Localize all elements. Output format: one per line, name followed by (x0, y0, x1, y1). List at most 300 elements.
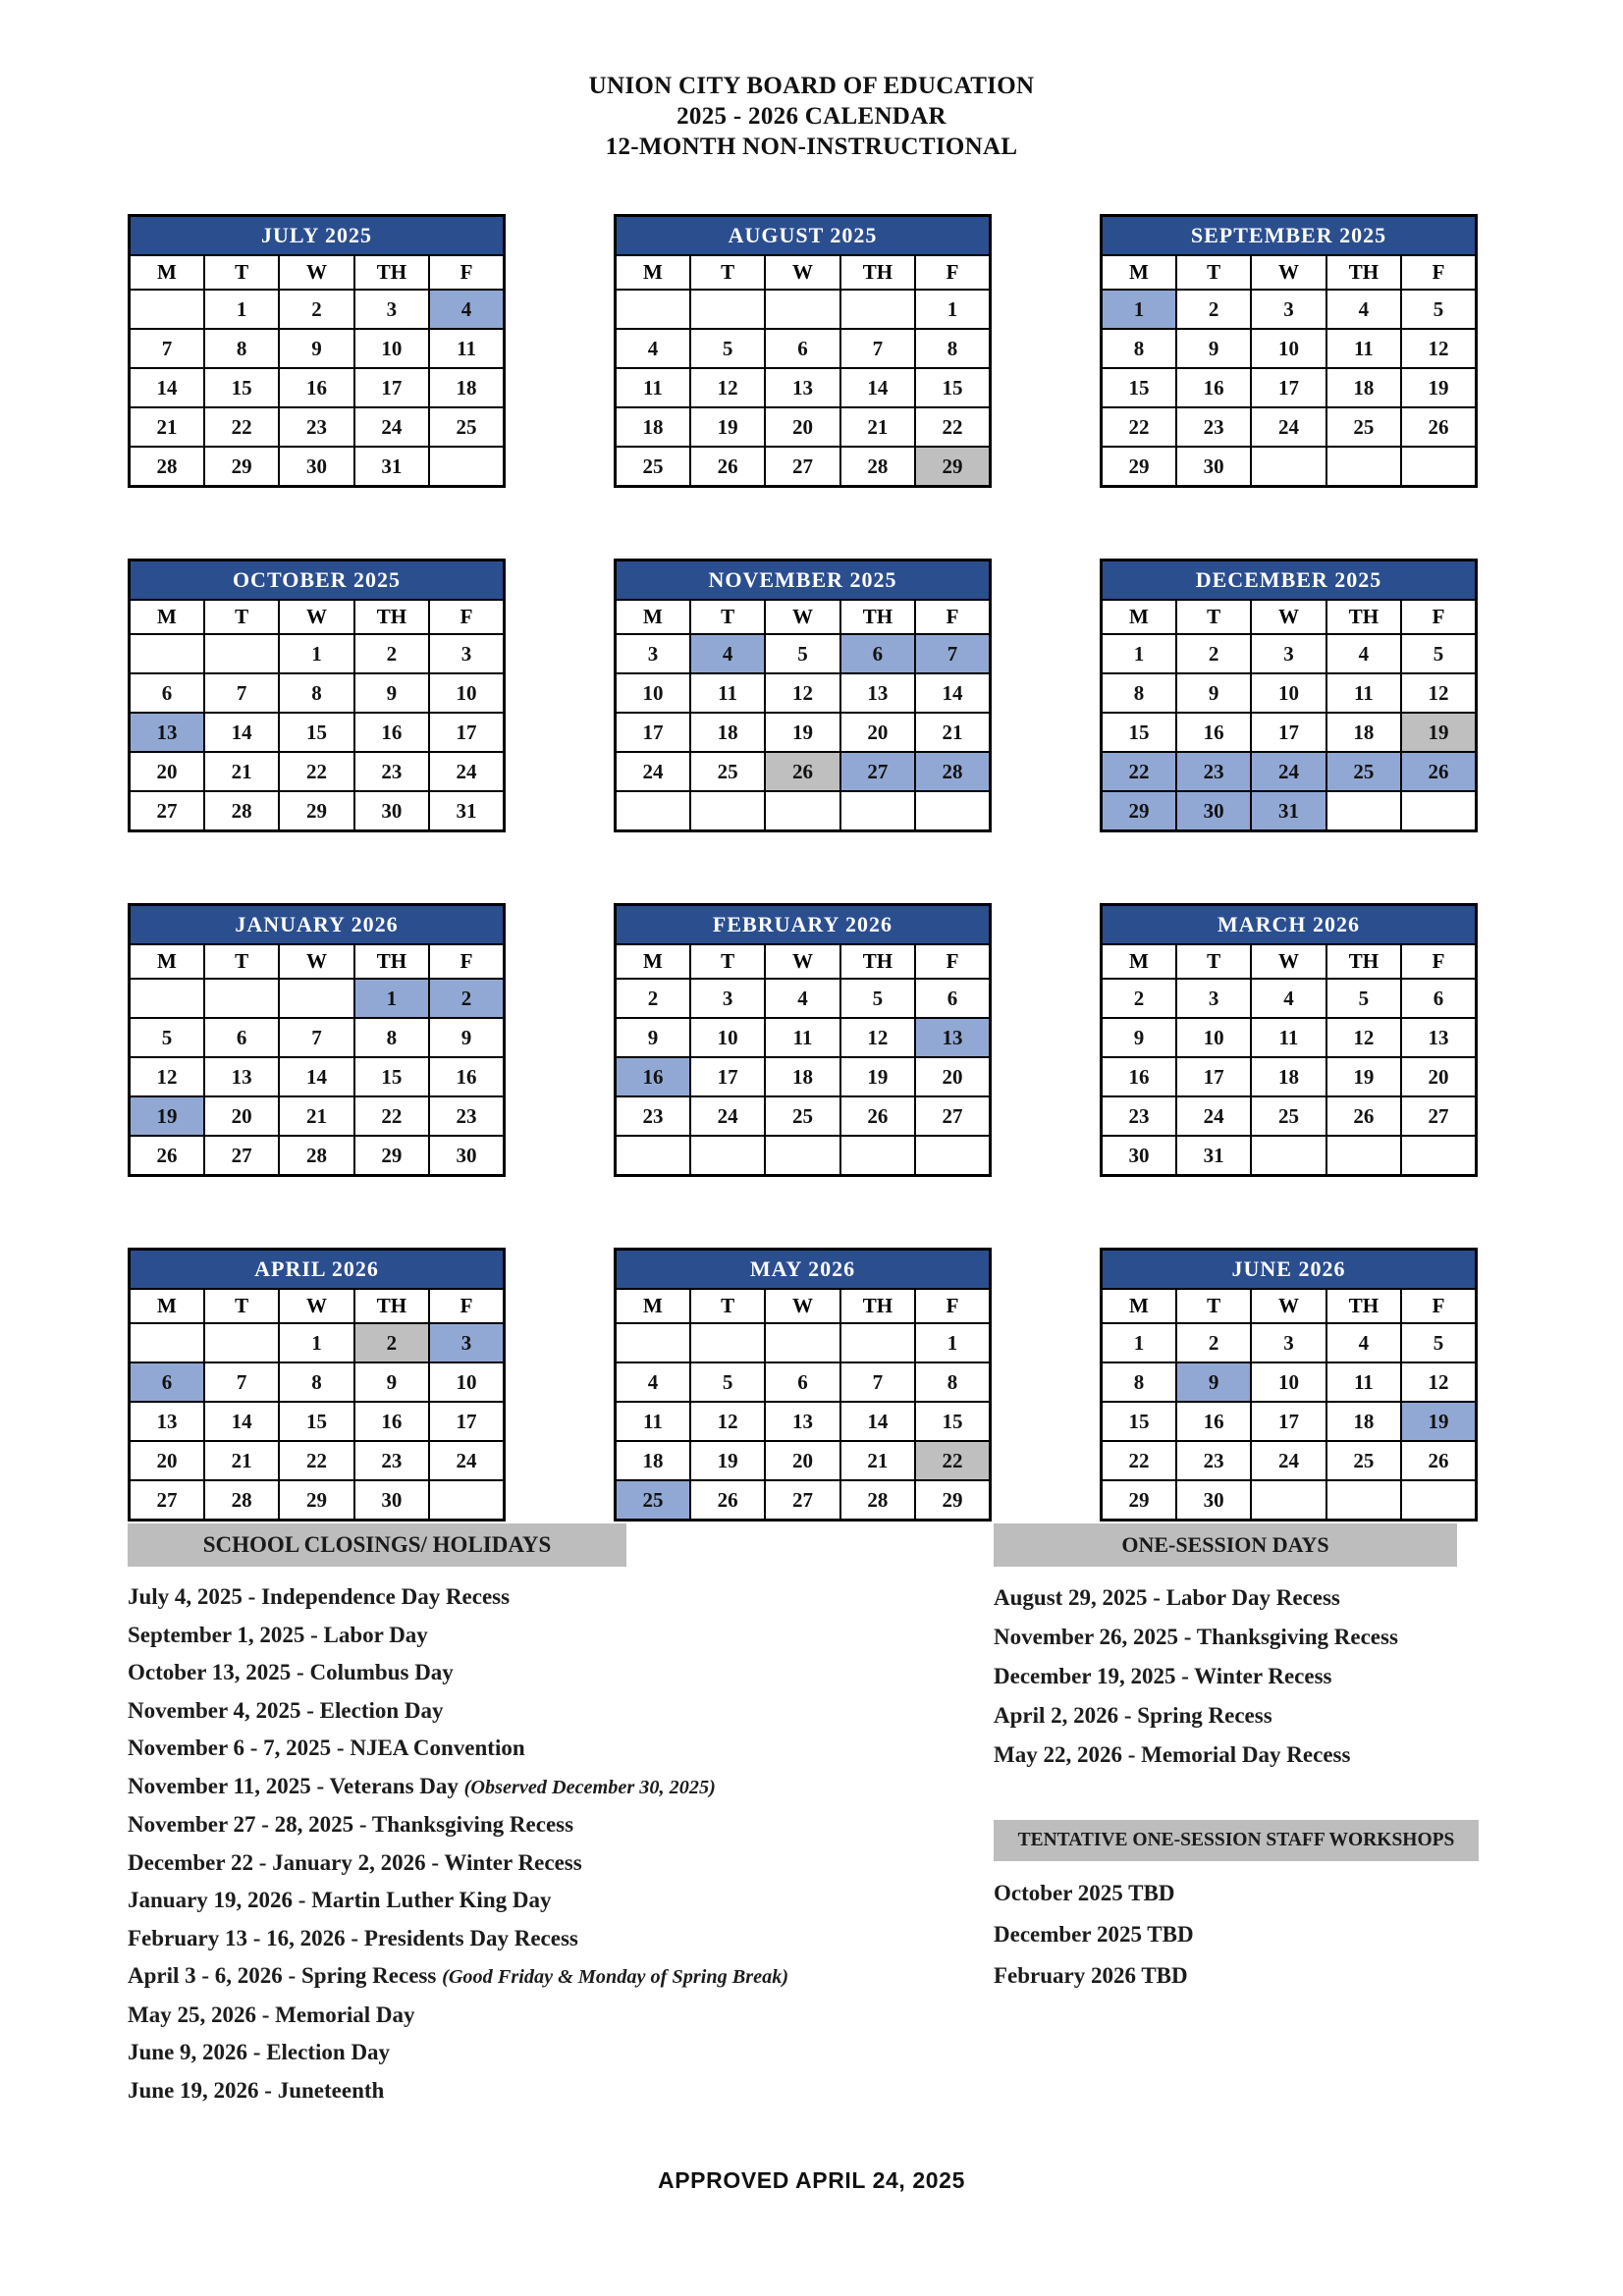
date-cell: 16 (1102, 1057, 1176, 1096)
date-cell: 10 (690, 1018, 765, 1057)
date-cell: 25 (1326, 1441, 1401, 1480)
month-calendar-february-2026 (614, 903, 992, 1177)
date-cell: 17 (1176, 1057, 1251, 1096)
date-cell: 28 (204, 791, 279, 831)
day-header: F (1401, 944, 1476, 979)
date-cell: 2 (279, 290, 353, 329)
date-cell: 1 (1102, 290, 1176, 329)
date-cell (130, 979, 204, 1018)
holiday-item: November 11, 2025 - Veterans Day (Observed December 30, 2025) (128, 1773, 716, 1798)
date-cell: 12 (1401, 673, 1476, 713)
date-cell: 9 (1176, 329, 1251, 368)
date-cell: 19 (1401, 368, 1476, 407)
date-cell: 2 (616, 979, 690, 1018)
date-cell: 14 (130, 368, 204, 407)
date-cell (690, 290, 765, 329)
date-cell: 10 (429, 673, 504, 713)
date-cell: 7 (130, 329, 204, 368)
date-cell: 11 (765, 1018, 839, 1057)
date-cell: 19 (690, 407, 765, 447)
date-cell: 14 (840, 368, 915, 407)
month-title: JUNE 2026 (1102, 1250, 1477, 1290)
date-cell: 7 (840, 1362, 915, 1402)
date-cell: 3 (354, 290, 429, 329)
date-cell: 12 (840, 1018, 915, 1057)
date-cell (690, 1323, 765, 1362)
day-header: F (429, 1289, 504, 1323)
date-cell: 28 (204, 1480, 279, 1521)
date-cell: 12 (690, 368, 765, 407)
month-calendar-july-2025 (128, 214, 506, 488)
date-cell: 1 (915, 290, 990, 329)
date-cell: 23 (1102, 1096, 1176, 1136)
date-cell: 11 (616, 368, 690, 407)
date-cell: 26 (1401, 407, 1476, 447)
date-cell: 17 (354, 368, 429, 407)
holiday-item-note: (Good Friday & Monday of Spring Break) (442, 1966, 789, 1988)
date-cell: 29 (279, 791, 353, 831)
date-cell: 15 (204, 368, 279, 407)
date-cell (1401, 447, 1476, 487)
date-cell: 26 (690, 1480, 765, 1521)
date-cell: 13 (765, 368, 839, 407)
date-cell: 12 (1401, 1362, 1476, 1402)
date-cell (1251, 447, 1325, 487)
date-cell: 27 (840, 752, 915, 791)
date-cell: 16 (616, 1057, 690, 1096)
holiday-item: October 13, 2025 - Columbus Day (128, 1660, 454, 1684)
date-cell: 4 (1326, 1323, 1401, 1362)
date-cell: 20 (765, 1441, 839, 1480)
date-cell: 10 (354, 329, 429, 368)
month-calendar-october-2025 (128, 559, 506, 832)
date-cell (1326, 447, 1401, 487)
date-cell (765, 290, 839, 329)
date-cell: 18 (1326, 368, 1401, 407)
month-calendar-december-2025 (1100, 559, 1478, 832)
date-cell: 11 (1251, 1018, 1325, 1057)
month-calendar-november-2025 (614, 559, 992, 832)
date-cell: 4 (765, 979, 839, 1018)
date-cell: 23 (429, 1096, 504, 1136)
date-cell: 3 (1251, 290, 1325, 329)
date-cell: 11 (1326, 1362, 1401, 1402)
day-header: M (616, 600, 690, 634)
day-header: F (915, 944, 990, 979)
date-cell: 26 (840, 1096, 915, 1136)
date-cell: 18 (690, 713, 765, 752)
day-header: F (1401, 600, 1476, 634)
date-cell: 3 (1176, 979, 1251, 1018)
date-cell: 1 (915, 1323, 990, 1362)
holiday-item: June 19, 2026 - Juneteenth (128, 2077, 385, 2103)
date-cell: 20 (204, 1096, 279, 1136)
date-cell: 14 (279, 1057, 353, 1096)
date-cell: 15 (915, 368, 990, 407)
date-cell: 3 (1251, 1323, 1325, 1362)
date-cell: 9 (616, 1018, 690, 1057)
date-cell: 8 (279, 673, 353, 713)
day-header: TH (1326, 944, 1401, 979)
date-cell: 21 (840, 1441, 915, 1480)
date-cell: 13 (840, 673, 915, 713)
date-cell: 5 (1401, 634, 1476, 673)
date-cell: 22 (279, 1441, 353, 1480)
day-header: M (1102, 1289, 1176, 1323)
date-cell: 22 (915, 1441, 990, 1480)
right-column (994, 1523, 1563, 1997)
date-cell: 25 (690, 752, 765, 791)
date-cell: 21 (204, 1441, 279, 1480)
day-header: T (1176, 600, 1251, 634)
date-cell: 6 (915, 979, 990, 1018)
date-cell: 18 (765, 1057, 839, 1096)
date-cell: 9 (279, 329, 353, 368)
day-header: TH (1326, 1289, 1401, 1323)
date-cell: 31 (1176, 1136, 1251, 1176)
date-cell (616, 1136, 690, 1176)
date-cell: 16 (1176, 713, 1251, 752)
date-cell (765, 1136, 839, 1176)
date-cell: 31 (1251, 791, 1325, 831)
day-header: W (1251, 1289, 1325, 1323)
date-cell: 11 (690, 673, 765, 713)
day-header: TH (1326, 255, 1401, 290)
date-cell: 12 (690, 1402, 765, 1441)
workshops-header: TENTATIVE ONE-SESSION STAFF WORKSHOPS (994, 1820, 1479, 1861)
date-cell: 25 (1326, 407, 1401, 447)
holiday-item: November 6 - 7, 2025 - NJEA Convention (128, 1735, 525, 1760)
date-cell: 22 (204, 407, 279, 447)
day-header: W (1251, 944, 1325, 979)
date-cell: 9 (354, 673, 429, 713)
date-cell: 5 (1401, 290, 1476, 329)
holiday-item: November 27 - 28, 2025 - Thanksgiving Recess (128, 1812, 574, 1837)
date-cell: 5 (765, 634, 839, 673)
day-header: F (915, 600, 990, 634)
date-cell (1326, 791, 1401, 831)
day-header: M (616, 1289, 690, 1323)
date-cell: 16 (429, 1057, 504, 1096)
date-cell: 15 (1102, 368, 1176, 407)
one-session-item: August 29, 2025 - Labor Day Recess (994, 1585, 1340, 1610)
holiday-item: June 9, 2026 - Election Day (128, 2040, 391, 2064)
date-cell (840, 1136, 915, 1176)
date-cell (915, 1136, 990, 1176)
date-cell (429, 447, 504, 487)
date-cell: 18 (429, 368, 504, 407)
month-title: NOVEMBER 2025 (616, 561, 991, 601)
date-cell: 18 (616, 407, 690, 447)
date-cell: 22 (1102, 752, 1176, 791)
date-cell: 1 (1102, 1323, 1176, 1362)
date-cell: 16 (1176, 1402, 1251, 1441)
day-header: F (1401, 1289, 1476, 1323)
date-cell: 13 (915, 1018, 990, 1057)
date-cell: 30 (1176, 791, 1251, 831)
date-cell: 17 (429, 1402, 504, 1441)
holiday-item: April 3 - 6, 2026 - Spring Recess (Good Friday & Monday of Spring Break) (128, 1963, 789, 1988)
date-cell: 27 (765, 447, 839, 487)
date-cell: 7 (279, 1018, 353, 1057)
date-cell: 11 (616, 1402, 690, 1441)
date-cell: 20 (765, 407, 839, 447)
date-cell: 5 (1326, 979, 1401, 1018)
approved-footer: APPROVED APRIL 24, 2025 (658, 2167, 965, 2193)
date-cell (840, 1323, 915, 1362)
date-cell: 16 (354, 713, 429, 752)
date-cell (840, 290, 915, 329)
date-cell: 8 (1102, 1362, 1176, 1402)
day-header: W (765, 255, 839, 290)
date-cell: 23 (1176, 1441, 1251, 1480)
date-cell: 12 (1401, 329, 1476, 368)
date-cell: 19 (1326, 1057, 1401, 1096)
date-cell: 12 (1326, 1018, 1401, 1057)
date-cell: 2 (354, 634, 429, 673)
date-cell: 24 (354, 407, 429, 447)
date-cell: 9 (354, 1362, 429, 1402)
date-cell: 29 (204, 447, 279, 487)
school-closings-header: SCHOOL CLOSINGS/ HOLIDAYS (128, 1523, 626, 1567)
date-cell: 19 (130, 1096, 204, 1136)
date-cell: 11 (1326, 329, 1401, 368)
months-grid (128, 214, 1478, 1522)
date-cell: 2 (354, 1323, 429, 1362)
one-session-item: May 22, 2026 - Memorial Day Recess (994, 1742, 1351, 1767)
day-header: T (1176, 944, 1251, 979)
holiday-item: July 4, 2025 - Independence Day Recess (128, 1584, 511, 1609)
day-header: T (204, 255, 279, 290)
date-cell: 8 (915, 1362, 990, 1402)
date-cell: 26 (1401, 752, 1476, 791)
date-cell: 10 (1251, 673, 1325, 713)
day-header: F (915, 255, 990, 290)
date-cell: 13 (130, 1402, 204, 1441)
date-cell: 20 (840, 713, 915, 752)
date-cell: 14 (204, 1402, 279, 1441)
date-cell: 24 (429, 752, 504, 791)
date-cell: 30 (1102, 1136, 1176, 1176)
date-cell: 12 (765, 673, 839, 713)
date-cell: 5 (690, 329, 765, 368)
holiday-item: February 13 - 16, 2026 - Presidents Day Recess (128, 1925, 578, 1950)
date-cell (915, 791, 990, 831)
date-cell (204, 979, 279, 1018)
workshops-list (994, 1873, 1563, 1997)
day-header: T (1176, 255, 1251, 290)
date-cell: 8 (279, 1362, 353, 1402)
date-cell: 23 (279, 407, 353, 447)
date-cell: 28 (279, 1136, 353, 1176)
date-cell: 24 (690, 1096, 765, 1136)
day-header: W (279, 600, 353, 634)
date-cell: 6 (1401, 979, 1476, 1018)
day-header: T (204, 944, 279, 979)
date-cell: 28 (915, 752, 990, 791)
date-cell (690, 1136, 765, 1176)
date-cell: 22 (279, 752, 353, 791)
date-cell: 21 (279, 1096, 353, 1136)
date-cell (130, 1323, 204, 1362)
date-cell: 27 (130, 791, 204, 831)
date-cell: 8 (915, 329, 990, 368)
day-header: M (130, 255, 204, 290)
month-calendar-august-2025 (614, 214, 992, 488)
date-cell: 2 (1176, 634, 1251, 673)
date-cell (204, 634, 279, 673)
day-header: T (1176, 1289, 1251, 1323)
date-cell: 9 (1176, 673, 1251, 713)
date-cell: 31 (429, 791, 504, 831)
day-header: T (690, 1289, 765, 1323)
date-cell: 3 (429, 1323, 504, 1362)
day-header: M (130, 600, 204, 634)
date-cell: 8 (204, 329, 279, 368)
date-cell: 4 (1326, 290, 1401, 329)
date-cell: 29 (354, 1136, 429, 1176)
date-cell: 24 (1251, 407, 1325, 447)
date-cell: 15 (354, 1057, 429, 1096)
date-cell: 4 (690, 634, 765, 673)
date-cell: 28 (130, 447, 204, 487)
date-cell: 5 (130, 1018, 204, 1057)
day-header: TH (354, 600, 429, 634)
month-title: OCTOBER 2025 (130, 561, 505, 601)
day-header: W (1251, 600, 1325, 634)
date-cell: 8 (1102, 673, 1176, 713)
month-title: MAY 2026 (616, 1250, 991, 1290)
workshop-item: October 2025 TBD (994, 1881, 1175, 1905)
date-cell: 17 (690, 1057, 765, 1096)
day-header: TH (840, 1289, 915, 1323)
date-cell: 16 (279, 368, 353, 407)
date-cell: 25 (616, 1480, 690, 1521)
day-header: W (765, 1289, 839, 1323)
date-cell: 14 (915, 673, 990, 713)
date-cell (1401, 1480, 1476, 1521)
month-title: DECEMBER 2025 (1102, 561, 1477, 601)
date-cell: 29 (1102, 447, 1176, 487)
date-cell: 23 (1176, 407, 1251, 447)
date-cell: 26 (1401, 1441, 1476, 1480)
date-cell (1401, 1136, 1476, 1176)
day-header: F (429, 600, 504, 634)
month-title: JULY 2025 (130, 216, 505, 256)
date-cell: 22 (1102, 407, 1176, 447)
day-header: TH (840, 944, 915, 979)
school-closings-section (128, 1523, 943, 2109)
date-cell: 30 (1176, 1480, 1251, 1521)
date-cell: 13 (1401, 1018, 1476, 1057)
date-cell: 23 (1176, 752, 1251, 791)
date-cell (616, 290, 690, 329)
date-cell (765, 1323, 839, 1362)
date-cell: 7 (840, 329, 915, 368)
holiday-item: January 19, 2026 - Martin Luther King Day (128, 1888, 552, 1912)
date-cell (1251, 1480, 1325, 1521)
holiday-item: December 22 - January 2, 2026 - Winter Recess (128, 1849, 582, 1875)
date-cell: 27 (1401, 1096, 1476, 1136)
date-cell: 18 (1326, 713, 1401, 752)
date-cell: 6 (130, 1362, 204, 1402)
date-cell: 15 (279, 1402, 353, 1441)
workshop-item: December 2025 TBD (994, 1922, 1194, 1947)
date-cell: 15 (1102, 713, 1176, 752)
date-cell: 3 (616, 634, 690, 673)
day-header: M (130, 944, 204, 979)
date-cell (1251, 1136, 1325, 1176)
date-cell: 21 (915, 713, 990, 752)
holiday-item: November 4, 2025 - Election Day (128, 1697, 444, 1723)
date-cell (616, 791, 690, 831)
date-cell: 7 (204, 673, 279, 713)
date-cell: 17 (1251, 1402, 1325, 1441)
day-header: M (616, 255, 690, 290)
date-cell: 2 (1102, 979, 1176, 1018)
date-cell: 20 (130, 752, 204, 791)
date-cell: 8 (354, 1018, 429, 1057)
date-cell (765, 791, 839, 831)
day-header: T (690, 255, 765, 290)
month-calendar-april-2026 (128, 1248, 506, 1522)
day-header: F (1401, 255, 1476, 290)
date-cell: 6 (765, 1362, 839, 1402)
date-cell: 9 (1102, 1018, 1176, 1057)
day-header: TH (840, 255, 915, 290)
workshop-item: February 2026 TBD (994, 1963, 1188, 1988)
holiday-item: September 1, 2025 - Labor Day (128, 1622, 428, 1647)
date-cell: 15 (279, 713, 353, 752)
date-cell (130, 634, 204, 673)
day-header: T (204, 1289, 279, 1323)
date-cell: 1 (354, 979, 429, 1018)
date-cell: 17 (1251, 713, 1325, 752)
date-cell: 16 (354, 1402, 429, 1441)
date-cell: 24 (1251, 1441, 1325, 1480)
month-title: FEBRUARY 2026 (616, 905, 991, 945)
date-cell: 3 (690, 979, 765, 1018)
date-cell: 30 (279, 447, 353, 487)
date-cell: 25 (765, 1096, 839, 1136)
day-header: TH (840, 600, 915, 634)
date-cell: 31 (354, 447, 429, 487)
date-cell: 18 (616, 1441, 690, 1480)
date-cell: 6 (130, 673, 204, 713)
date-cell: 19 (690, 1441, 765, 1480)
date-cell: 29 (1102, 791, 1176, 831)
day-header: TH (354, 1289, 429, 1323)
date-cell (1326, 1136, 1401, 1176)
date-cell: 22 (354, 1096, 429, 1136)
date-cell: 15 (915, 1402, 990, 1441)
date-cell: 19 (1401, 1402, 1476, 1441)
date-cell: 18 (1326, 1402, 1401, 1441)
date-cell: 26 (690, 447, 765, 487)
one-session-header: ONE-SESSION DAYS (994, 1523, 1457, 1567)
date-cell: 26 (130, 1136, 204, 1176)
date-cell: 22 (1102, 1441, 1176, 1480)
date-cell: 10 (1176, 1018, 1251, 1057)
date-cell: 29 (915, 447, 990, 487)
date-cell: 24 (616, 752, 690, 791)
date-cell: 3 (1251, 634, 1325, 673)
date-cell (279, 979, 353, 1018)
holiday-item: May 25, 2026 - Memorial Day (128, 2002, 415, 2027)
date-cell: 19 (765, 713, 839, 752)
date-cell: 23 (616, 1096, 690, 1136)
month-title: APRIL 2026 (130, 1250, 505, 1290)
